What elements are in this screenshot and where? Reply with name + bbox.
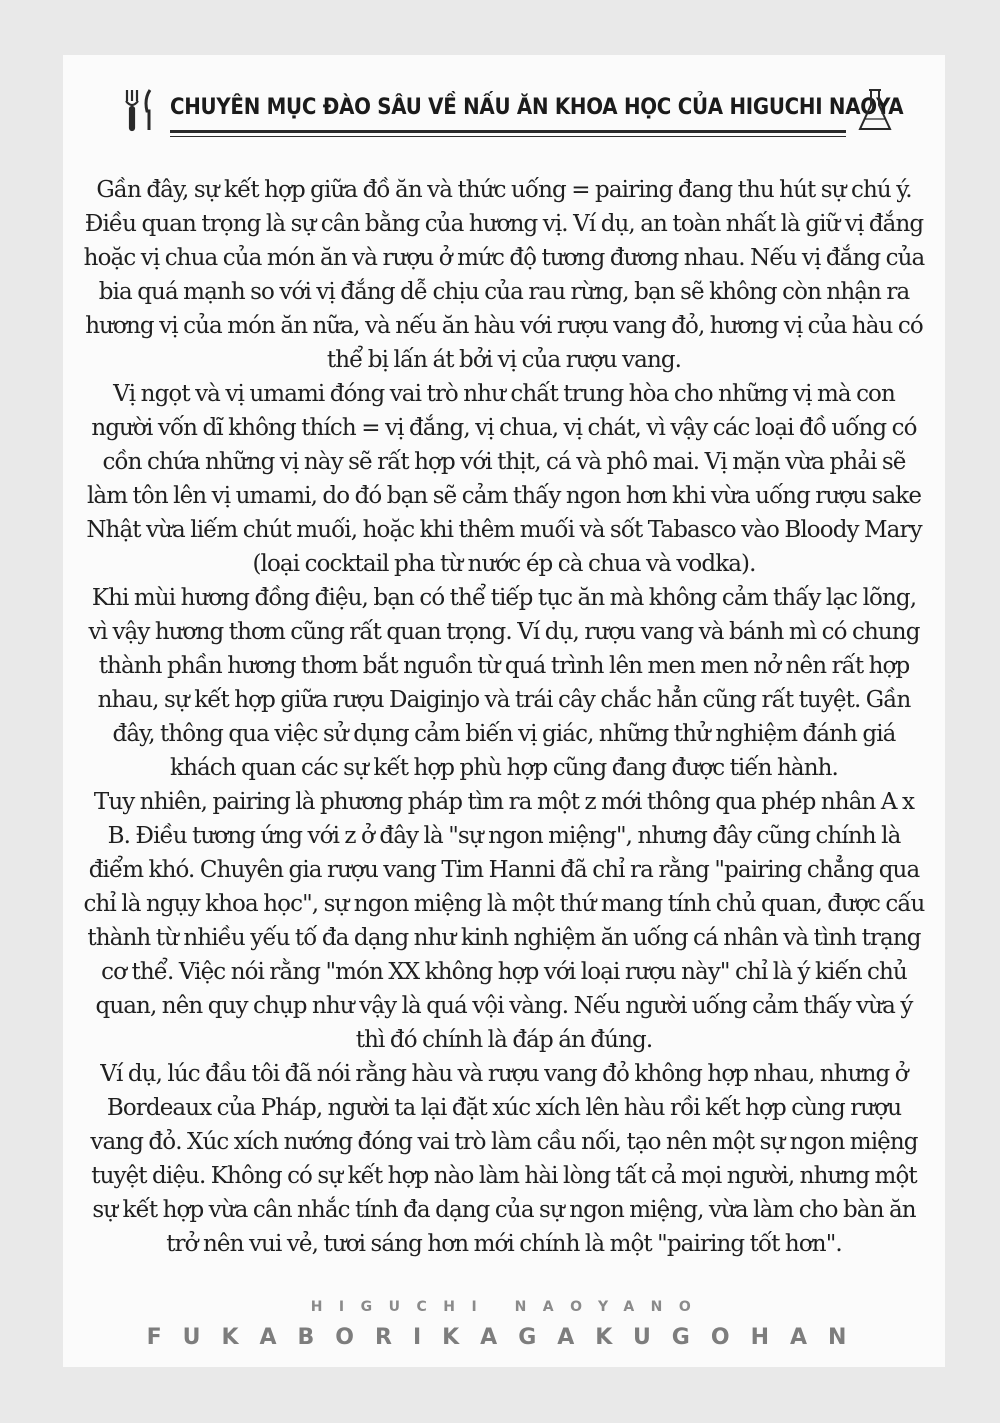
paragraph: Vị ngọt và vị umami đóng vai trò như chất trung hòa cho những vị mà con người vốn dĩ không thích = vị đắng, vị chua, vị chát, vì vậy các loại đồ uống có cồn chứa những vị này sẽ rất hợp với thịt, cá và phô mai. Vị mặn vừa phải sẽ làm tôn lên vị umami, do đó bạn sẽ cảm thấy ngon hơn khi vừa uống rượu sake Nhật vừa liếm chút muối, hoặc khi thêm muối và sốt Tabasco vào Bloody Mary (loại cocktail pha từ nước ép cà chua và vodka).: [86, 381, 922, 577]
paragraph: Khi mùi hương đồng điệu, bạn có thể tiếp tục ăn mà không cảm thấy lạc lõng, vì vậy hương thơm cũng rất quan trọng. Ví dụ, rượu vang và bánh mì có chung thành phần hương thơm bắt nguồn từ quá trình lên men men nở nên rất hợp nhau, sự kết hợp giữa rượu Daiginjo và trái cây chắc hẳn cũng rất tuyệt. Gần đây, thông qua việc sử dụng cảm biến vị giác, những thử nghiệm đánh giá khách quan các sự kết hợp phù hợp cũng đang được tiến hành.: [88, 585, 920, 781]
footer-author: HIGUCHI NAOYANO: [310, 1299, 708, 1315]
paragraph: Tuy nhiên, pairing là phương pháp tìm ra một z mới thông qua phép nhân A x B. Điều tương ứng với z ở đây là "sự ngon miệng", nhưng đây cũng chính là điểm khó. Chuyên gia rượu vang Tim Hanni đã chỉ ra rằng "pairing chẳng qua chỉ là ngụy khoa học", sự ngon miệng là một thứ mang tính chủ quan, được cấu thành từ nhiều yếu tố đa dạng như kinh nghiệm ăn uống cá nhân và tình trạng cơ thể. Việc nói rằng "món XX không hợp với loại rượu này" chỉ là ý kiến chủ quan, nên quy chụp như vậy là quá vội vàng. Nếu người uống cảm thấy vừa ý thì đó chính là đáp án đúng.: [83, 789, 925, 1053]
fork-icon: [123, 87, 157, 133]
column-header: [106, 77, 904, 153]
flask-icon: [857, 87, 893, 133]
header-rule: [170, 130, 846, 133]
paragraph: Ví dụ, lúc đầu tôi đã nói rằng hàu và rượu vang đỏ không hợp nhau, nhưng ở Bordeaux của Pháp, người ta lại đặt xúc xích lên hàu rồi kết hợp cùng rượu vang đỏ. Xúc xích nướng đóng vai trò làm cầu nối, tạo nên một sự ngon miệng tuyệt diệu. Không có sự kết hợp nào làm hài lòng tất cả mọi người, nhưng một sự kết hợp vừa cân nhắc tính đa dạng của sự ngon miệng, vừa làm cho bàn ăn trở nên vui vẻ, tươi sáng hơn mới chính là một "pairing tốt hơn".: [90, 1061, 918, 1257]
header-rule-thin: [170, 136, 846, 137]
paragraph: Gần đây, sự kết hợp giữa đồ ăn và thức uống = pairing đang thu hút sự chú ý. Điều quan trọng là sự cân bằng của hương vị. Ví dụ, an toàn nhất là giữ vị đắng hoặc vị chua của món ăn và rượu ở mức độ tương đương nhau. Nếu vị đắng của bia quá mạnh so với vị đắng dễ chịu của rau rừng, bạn sẽ không còn nhận ra hương vị của món ăn nữa, và nếu ăn hàu với rượu vang đỏ, hương vị của hàu có thể bị lấn át bởi vị của rượu vang.: [83, 177, 925, 373]
header-title: CHUYÊN MỤC ĐÀO SÂU VỀ NẤU ĂN KHOA HỌC CỦA HIGUCHI NAOYA: [170, 95, 904, 120]
article-body: [81, 173, 927, 1261]
page: [63, 55, 945, 1367]
footer-series: FUKABORIKAGAKUGOHAN: [146, 1325, 868, 1350]
